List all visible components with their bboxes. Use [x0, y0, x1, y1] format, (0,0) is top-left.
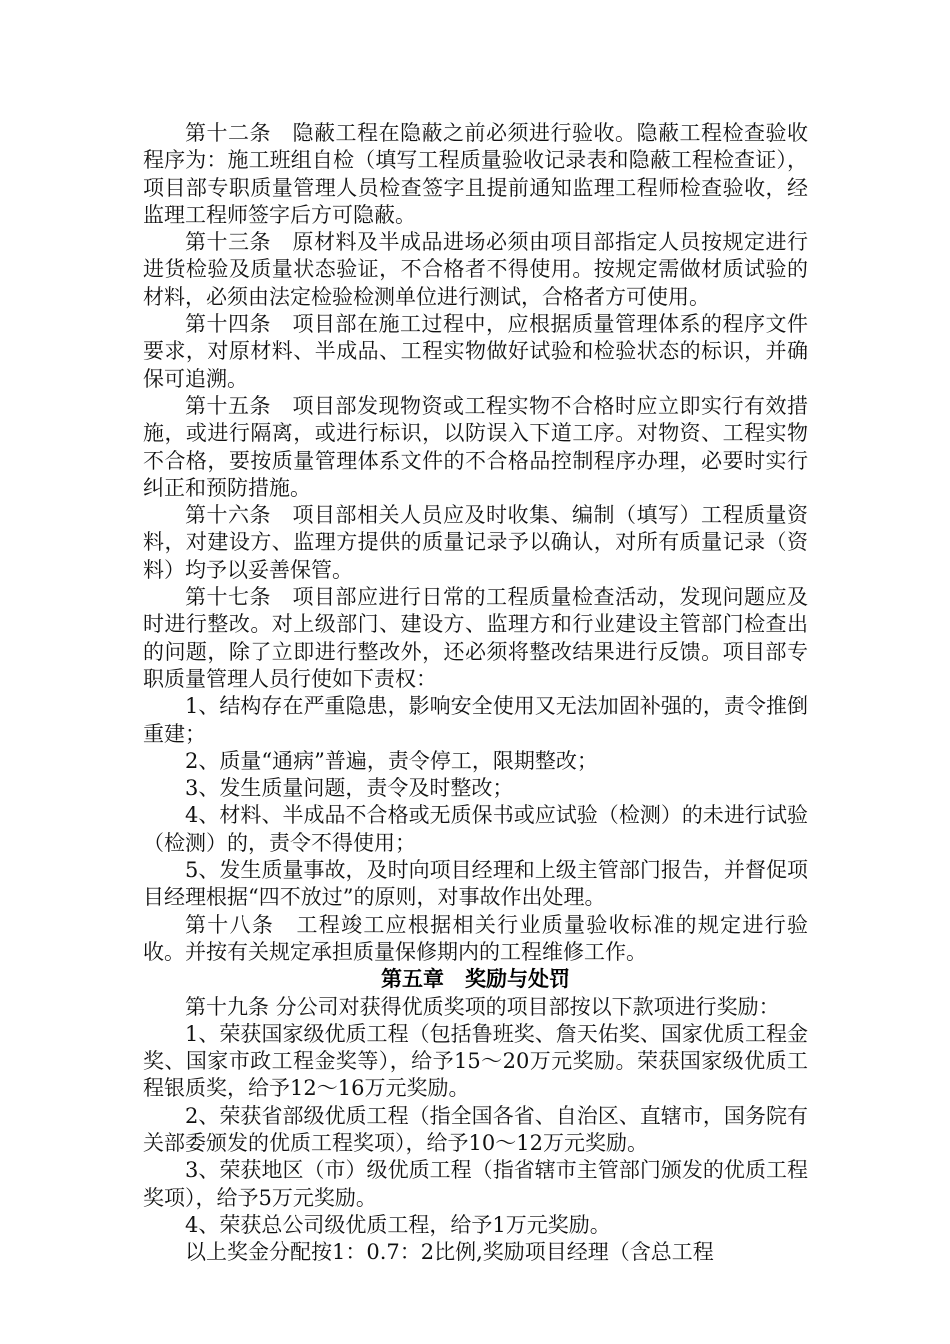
article-19: 第十九条 分公司对获得优质奖项的项目部按以下款项进行奖励：	[185, 994, 780, 1019]
list-item: 1、结构存在严重隐患，影响安全使用又无法加固补强的，责令推倒重建；	[143, 694, 808, 746]
list-item: 4、材料、半成品不合格或无质保书或应试验（检测）的未进行试验（检测）的，责令不得使用；	[143, 803, 808, 855]
article-14: 第十四条 项目部在施工过程中，应根据质量管理体系的程序文件要求，对原材料、半成品、工程实物做好试验和检验状态的标识，并确保可追溯。	[143, 312, 808, 391]
list-item: 2、质量“通病”普遍，责令停工，限期整改；	[185, 748, 598, 773]
article-12: 第十二条 隐蔽工程在隐蔽之前必须进行验收。隐蔽工程检查验收程序为：施工班组自检（填写工程质量验收记录表和隐蔽工程检查证），项目部专职质量管理人员检查签字且提前通知监理工程师检查验收，经监理工程师签字后方可隐蔽。	[143, 121, 808, 227]
article-17: 第十七条 项目部应进行日常的工程质量检查活动，发现问题应及时进行整改。对上级部门、建设方、监理方和行业建设主管部门检查出的问题，除了立即进行整改外，还必须将整改结果进行反馈。项目部专职质量管理人员行使如下责权：	[143, 585, 808, 691]
list-item: 1、荣获国家级优质工程（包括鲁班奖、詹天佑奖、国家优质工程金奖、国家市政工程金奖等），给予15～20万元奖励。荣获国家级优质工程银质奖，给予12～16万元奖励。	[143, 1021, 808, 1101]
article-15: 第十五条 项目部发现物资或工程实物不合格时应立即实行有效措施，或进行隔离，或进行标识，以防误入下道工序。对物资、工程实物不合格，要按质量管理体系文件的不合格品控制程序办理，必要时实行纠正和预防措施。	[143, 393, 808, 500]
list-item: 2、荣获省部级优质工程（指全国各省、自治区、直辖市，国务院有关部委颁发的优质工程奖项），给予10～12万元奖励。	[143, 1103, 808, 1155]
article-18: 第十八条 工程竣工应根据相关行业质量验收标准的规定进行验收。并按有关规定承担质量保修期内的工程维修工作。	[143, 912, 808, 964]
chapter-title: 第五章 奖励与处罚	[381, 967, 570, 992]
bonus-distribution: 以上奖金分配按1：0.7：2比例,奖励项目经理（含总工程	[185, 1240, 714, 1265]
list-item: 3、发生质量问题，责令及时整改；	[185, 776, 514, 801]
article-13: 第十三条 原材料及半成品进场必须由项目部指定人员按规定进行进货检验及质量状态验证，不合格者不得使用。按规定需做材质试验的材料，必须由法定检验检测单位进行测试，合格者方可使用。	[143, 230, 808, 309]
list-item: 3、荣获地区（市）级优质工程（指省辖市主管部门颁发的优质工程奖项），给予5万元奖励。	[143, 1158, 808, 1210]
document-body	[143, 120, 808, 1266]
article-16: 第十六条 项目部相关人员应及时收集、编制（填写）工程质量资料，对建设方、监理方提供的质量记录予以确认，对所有质量记录（资料）均予以妥善保管。	[143, 503, 808, 582]
list-item: 4、荣获总公司级优质工程，给予1万元奖励。	[185, 1212, 611, 1237]
list-item: 5、发生质量事故，及时向项目经理和上级主管部门报告，并督促项目经理根据“四不放过”的原则，对事故作出处理。	[143, 858, 808, 910]
